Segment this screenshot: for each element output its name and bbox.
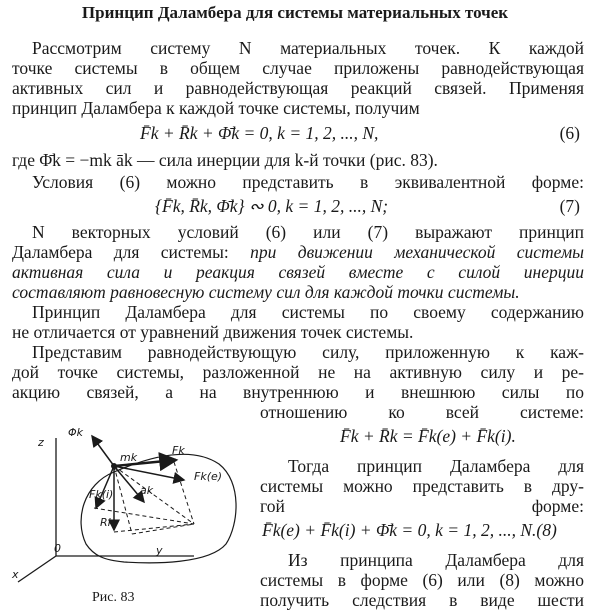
label-phi: Φk xyxy=(68,426,84,439)
paragraph-4-line-1: Принцип Даламбера для системы по своему содержанию xyxy=(32,302,584,322)
label-Fk-i: Fk(i) xyxy=(89,488,114,501)
label-Fk-e: Fk(e) xyxy=(194,470,223,483)
x-axis xyxy=(18,556,56,582)
dashed-line xyxy=(132,524,194,534)
right-col-line-7: получить следствия в виде шести xyxy=(260,590,584,610)
paragraph-3-line-3: активная сила и реакция связей вместе с силой инерции xyxy=(12,262,584,282)
equation-7-number: (7) xyxy=(559,196,580,216)
right-col-line-4: гой форме: xyxy=(260,496,584,516)
equation-6: F̄k + R̄k + Φ̄k = 0, k = 1, 2, ..., N, xyxy=(140,123,379,143)
paragraph-5-line-3: акцию связей, а на внутреннюю и внешнюю силы по xyxy=(12,382,584,402)
paragraph-1-line-2: точке системы в общем случае приложены равнодействующая xyxy=(12,58,584,78)
label-x: x xyxy=(12,568,19,581)
section-heading: Принцип Даламбера для системы материальных точек xyxy=(81,3,509,22)
paragraph-1-line-4: принцип Даламбера к каждой точке системы, получим xyxy=(12,98,420,118)
label-y: y xyxy=(156,544,163,557)
point-mk xyxy=(111,463,117,469)
label-Fk: Fk xyxy=(172,444,185,457)
right-col-line-1: отношению ко всей системе: xyxy=(260,402,584,422)
label-mk: mk xyxy=(120,451,138,464)
label-ak: ak xyxy=(140,484,154,497)
label-origin: 0 xyxy=(54,542,61,555)
right-col-line-6: системы в форме (6) или (8) можно xyxy=(260,570,584,590)
paragraph-3-line-2 xyxy=(12,242,584,262)
paragraph-1-line-3: активных сил и равнодействующая реакций связей. Применяя xyxy=(12,78,584,98)
phi-vector xyxy=(92,436,114,466)
equation-8: F̄k(e) + F̄k(i) + Φ̄k = 0, k = 1, 2, ..., N.(8) xyxy=(262,520,557,540)
figure-caption: Рис. 83 xyxy=(92,590,135,605)
label-Rk: Rk xyxy=(100,516,115,529)
equation-7: {F̄k, R̄k, Φ̄k} ∾ 0, k = 1, 2, ..., N; xyxy=(155,196,389,216)
dashed-line xyxy=(174,462,194,524)
where-line: где Φ̄k = −mk āk — сила инерции для k-й точки (рис. 83). xyxy=(12,150,438,170)
right-col-line-5: Из принципа Даламбера для xyxy=(288,550,584,570)
right-col-line-2: Тогда принцип Даламбера для xyxy=(288,456,584,476)
label-z: z xyxy=(38,436,44,449)
Fk-i-vector xyxy=(96,466,114,508)
paragraph-5-line-1: Представим равнодействующую силу, приложенную к каж- xyxy=(32,342,584,362)
paragraph-3-line-2-italic: при движении механической системы xyxy=(250,242,584,262)
paragraph-5-line-2: дой точке системы, разложенной не на активную силу и ре- xyxy=(12,362,584,382)
paragraph-1-line-1: Рассмотрим систему N материальных точек. К каждой xyxy=(32,38,584,58)
paragraph-2: Условия (6) можно представить в эквивалентной форме: xyxy=(32,172,584,192)
equation-6-number: (6) xyxy=(559,123,580,143)
paragraph-3-line-4: составляют равновесную систему сил для каждой точки системы. xyxy=(12,282,520,302)
paragraph-4-line-2: не отличается от уравнений движения точек системы. xyxy=(12,322,414,342)
paragraph-3-line-2-plain: Даламбера для системы: xyxy=(12,242,251,262)
equation-mid: F̄k + R̄k = F̄k(e) + F̄k(i). xyxy=(340,426,516,446)
figure-83 xyxy=(4,424,254,604)
paragraph-3-line-1: N векторных условий (6) или (7) выражают принцип xyxy=(32,222,584,242)
right-col-line-3: системы можно представить в дру- xyxy=(260,476,584,496)
